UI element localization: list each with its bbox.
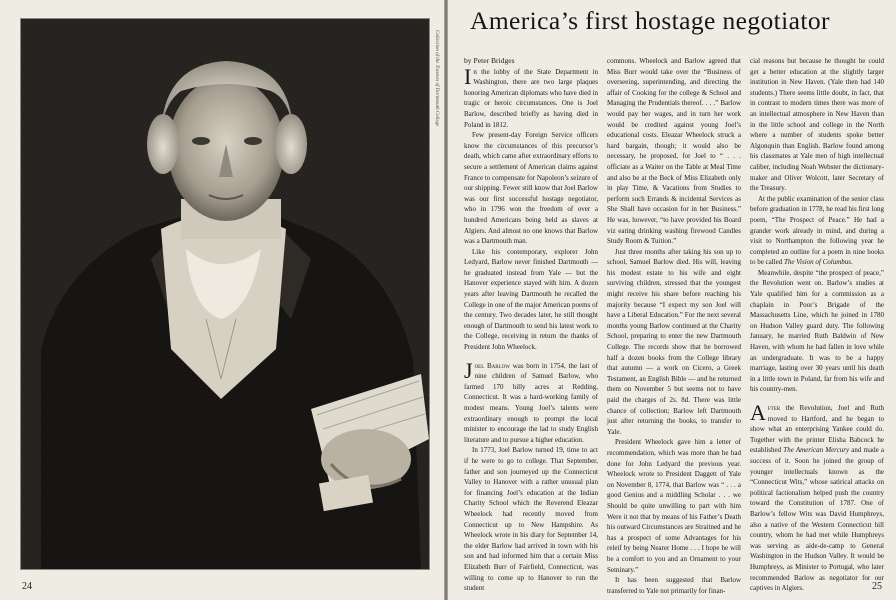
paragraph [464,357,599,446]
newspaper-title: The American Mercury [783,446,850,455]
paragraph-text: was born in 1754, the last of nine children of Samuel Barlow, who farmed 170 hilly acres at Redding, Connecticut. It was a hard-working family of modest means. Young Joel’s talents were extraordinary enough to prompt the local minister to encourage the lad to study English literature and to pursue a higher education. [464,361,599,444]
paragraph: Just three months after taking his son up to school, Samuel Barlow died. His will, leaving his modest estate to his wife and eight surviving children, stressed that the youngest might receive his share before reaching his majority because “I expect my son Joel will have a Liberal Education.” For the next several months young Barlow continued at the Charity School, preparing to enter the new Dartmouth College. The records show that he borrowed half a dozen books from the College library that autumn — a work on Cicero, a Greek Testament, an English Bible — and he returned them on November 5 but seems not to have paid the charges of 2s. 8d. There was little chance of collection; Barlow left Dartmouth just after returning the books, to transfer to Yale. [607,247,741,436]
drop-cap: I [464,63,472,89]
paragraph: commons. Wheelock and Barlow agreed that Miss Burr would take over the “Business of overseeing, superintending, and directing the affair of Cooking for the college & School and Managing the Prudentials thereof. . . .” Barlow would pay her wages, and in turn her work would be credited against young Joel’s educational costs. Eleazar Wheelock struck a hard bargain, though; it would also be necessary, he proposed, for Joel to “ . . . officiate as a Waiter on the Table at Meal Time and also be at the Beck of Miss Elizabeth only in play Time, & Vacations from Studies to perform such Errands & incidental Services as She Shall have occasion for in her Business.” He was, however, “to have provided his Board viz eating drinking washing firewood Candles Study Room & Tuition.” [607,57,741,246]
paragraph-text: At the public examination of the senior class before graduation in 1778, he read his first long poem, “The Prospect of Peace.” He had a grander work already in mind, and during a visit to Northampton the following year he completed an outline for a poem in nine books to be called [750,194,884,267]
small-caps-lead: oel Barlow [474,361,510,370]
portrait-engraving [20,18,430,570]
paragraph: In 1773, Joel Barlow turned 19, time to act if he were to go to college. That September, father and son journeyed up the Connecticut Valley to Hanover with a rather unusual plan for financing Joel’s education at the Indian Charity School which the Reverend Eleazar Wheelock had recently moved from Connecticut up to New Hampshire. As Wheelock wrote in his diary for September 14, the elder Barlow had arrived in town with his son and had informed him that a certain Miss Elizabeth Burr of Fairfield, Connecticut, was willing to come up to Hanover to run the student [464,446,598,593]
article-headline: America’s first hostage negotiator [470,6,830,35]
paragraph: President Wheelock gave him a letter of recommendation, which was more than he had done for John Ledyard the previous year. Wheelock wrote to President Daggett of Yale on November 8, 1774, that Barlow was “ . . . a good Genius and a middling Scholar . . . we Should be quite unwilling to part with him Were it not that by means of his Father’s Death his outward Circumstances are Straitned and he has a prospect of some Advantages for his releif by being Nearer Home . . . I hope he will be a comfort to you and an Ornament to your Seminary.” [607,438,741,574]
photo-credit-text: Collection of the Trustees of Dartmouth College [434,30,439,127]
page-number-left: 24 [22,581,32,592]
paragraph [750,194,884,268]
drop-cap: J [464,357,473,383]
paragraph: Like his contemporary, explorer John Ledyard, Barlow never finished Dartmouth — he graduated instead from Yale — but the Hanover experience stayed with him. A dozen years after leaving Dartmouth he recalled the College in one of the major American poems of the century. Two decades later, he still thought enough of Dartmouth to send his latest work to the College, receiving in return the thanks of President John Wheelock. [464,247,598,352]
right-page [448,0,896,600]
portrait-illustration [21,19,429,569]
paragraph [464,63,598,131]
page-number-right: 25 [872,581,882,592]
poem-title: The Vision of Columbus [784,258,851,267]
paragraph: Meanwhile, despite “the prospect of peace,” the Revolution went on. Barlow’s studies at Yale qualified him for a commission as a chaplain in Poor’s Brigade of the Massachusetts Line, which he joined in 1780 on Hudson Valley guard duty. The following January, he married Ruth Baldwin of New Haven, with whom he had fallen in love while an undergraduate. It was to be a happy marriage, lasting over 30 years until his death in a little town in Poland, far from his wife and his country-men. [750,268,884,394]
paragraph: cial reasons but because he thought he could get a better education at the slightly larger institution in New Haven. (Yale then had 140 students.) There seems little doubt, in fact, that in contrast to modern times there was more of an intellectual atmosphere in New Haven than in the little school and college in the North where a number of students spoke better Algonquin than English. Barlow found among his classmates at Yale men of high intellectual caliber, including Noah Webster the dictionary-maker and Oliver Wolcott, later Secretary of the Treasury. [750,57,884,193]
left-page [0,0,444,600]
column-1 [464,56,599,593]
paragraph: Few present-day Foreign Service officers know the circumstances of this precursor’s death, which came after extraordinary efforts to secure a settlement of American claims against France to compensate for Napoleon’s seizure of our shipping. Fewer still know that Joel Barlow was our first successful hostage negotiator, who in 1796 won the freedom of over a hundred Americans being held as slaves at Algiers. And almost no one knows that Barlow was a Dartmouth man. [464,131,598,246]
paragraph-text: the Revolution, Joel and Ruth moved to Hartford, and he began to show what an enterprising Yankee could do. Together with the printer Elisha Babcock he established [750,404,884,455]
paragraph-text: and made a success of it. Soon he joined the group of younger intellectuals known as the “Connecticut Wits,” whose satirical attacks on political factionalism helped push the country toward the Constitution of 1787. One of Barlow’s fellow Wits was David Humphreys, also a native of the Western Connecticut hill country, whom he had met while Humphreys was serving as aide-de-camp to General Washington in the Hudson Valley. It would be Humphreys, as Minister to Portugal, who later recommended Barlow as negotiator for our captives in Algiers. [750,446,885,593]
paragraph-text: n the lobby of the State Department in Washington, there are two large plaques honoring American diplomats who have died in tragic or heroic circumstances. One is Joel Barlow, described briefly as having died in Poland in 1812. [464,67,598,129]
small-caps-lead: fter [767,404,781,412]
paragraph-text: . [850,258,853,267]
drop-cap: A [750,400,766,425]
paragraph [750,400,885,594]
paragraph: It has been suggested that Barlow transferred to Yale not primarily for finan- [607,576,741,595]
byline: by Peter Bridges [464,56,515,65]
column-2 [607,56,741,595]
